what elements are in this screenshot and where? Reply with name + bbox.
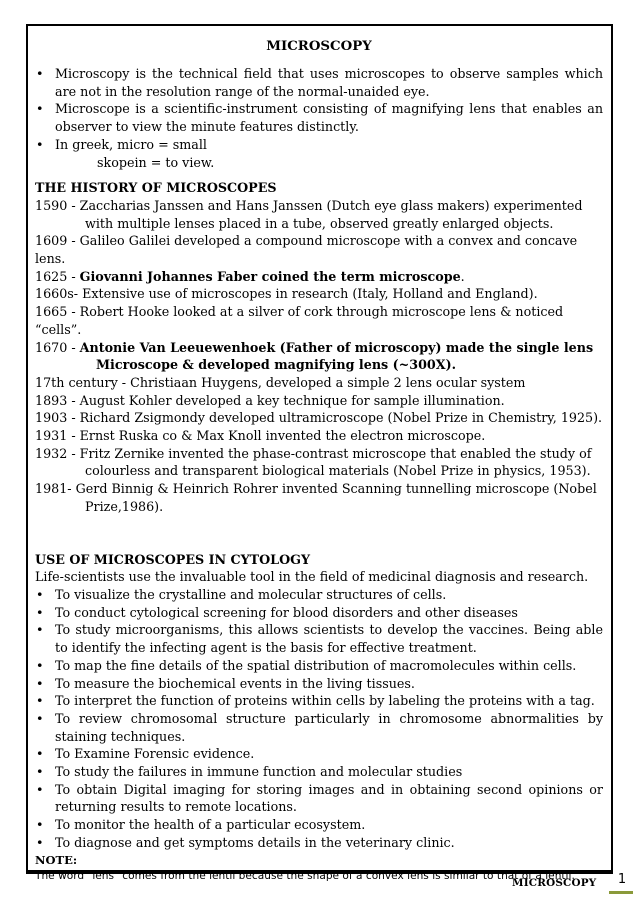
note-text: The word "lens" comes from the lentil because the shape of a convex lens is similar to that of a lentil. <box>35 869 575 882</box>
history-text: Ernst Ruska co & Max Knoll invented the electron microscope. <box>79 428 486 444</box>
page-number-underline <box>609 891 633 894</box>
intro-item: • Microscopy is the technical field that uses microscopes to observe samples which are not in the resolution range of the normal-unaided eye. <box>35 65 603 100</box>
history-year: 1932 - <box>35 445 76 461</box>
uses-item: • To monitor the health of a particular ecosystem. <box>35 816 603 834</box>
history-year: 17th century - <box>35 374 127 390</box>
intro-item: • In greek, micro = small <box>35 136 603 154</box>
history-event-continuation: with multiple lenses placed in a tube, observed greatly enlarged objects. <box>85 215 554 231</box>
page-title: MICROSCOPY <box>266 39 372 54</box>
history-year: 1981- <box>35 481 72 497</box>
intro-item: • Microscope is a scientific-instrument consisting of magnifying lens that enables an observer to view the minute features distinctly. <box>35 100 603 135</box>
history-event <box>35 427 603 445</box>
uses-item: • To obtain Digital imaging for storing images and in obtaining second opinions or returning results to remote locations. <box>35 781 603 816</box>
history-event-continuation: colourless and transparent biological materials (Nobel Prize in physics, 1953). <box>85 463 591 479</box>
history-event <box>35 374 603 392</box>
history-event <box>35 268 603 286</box>
history-year: 1665 - <box>35 304 76 320</box>
history-event <box>35 197 603 215</box>
history-suffix: . <box>460 268 465 284</box>
history-text: August Kohler developed a key technique for sample illumination. <box>79 392 505 408</box>
history-text: Giovanni Johannes Faber coined the term microscope <box>79 268 461 284</box>
note-label: NOTE: <box>35 852 78 867</box>
uses-item: • To measure the biochemical events in the living tissues. <box>35 675 603 693</box>
history-heading: THE HISTORY OF MICROSCOPES <box>35 180 277 196</box>
uses-item: • To interpret the function of proteins within cells by labeling the proteins with a tag. <box>35 692 603 710</box>
uses-list <box>35 586 603 852</box>
history-year: 1609 - <box>35 233 76 249</box>
history-event <box>35 303 603 338</box>
history-list <box>35 197 603 516</box>
history-text: Christiaan Huygens, developed a simple 2 lens ocular system <box>130 374 526 390</box>
history-event <box>35 392 603 410</box>
uses-item: • To study microorganisms, this allows scientists to develop the vaccines. Being able to identify the infecting agent is the basis for effective treatment. <box>35 621 603 656</box>
history-event-continuation: Microscope & developed magnifying lens (~300X). <box>96 357 456 373</box>
history-event <box>35 409 603 427</box>
history-text: Extensive use of microscopes in research (Italy, Holland and England). <box>82 286 538 302</box>
page-frame <box>26 24 613 882</box>
history-event-continuation: Prize,1986). <box>85 498 164 514</box>
history-text: Antonie Van Leeuewenhoek (Father of microscopy) made the single lens <box>79 339 594 355</box>
history-text: Fritz Zernike invented the phase-contrast microscope that enabled the study of <box>79 445 592 461</box>
intro-skopein: skopein = to view. <box>97 154 215 170</box>
history-text: Richard Zsigmondy developed ultramicroscope (Nobel Prize in Chemistry, 1925). <box>79 410 603 426</box>
uses-item: • To Examine Forensic evidence. <box>35 745 603 763</box>
uses-item: • To diagnose and get symptoms details in the veterinary clinic. <box>35 834 603 852</box>
intro-list <box>35 65 603 154</box>
history-year: 1893 - <box>35 392 76 408</box>
history-year: 1903 - <box>35 410 76 426</box>
history-event <box>35 480 603 498</box>
footer-label: MICROSCOPY <box>512 877 597 889</box>
history-year: 1931 - <box>35 428 76 444</box>
history-event <box>35 445 603 463</box>
history-text: Robert Hooke looked at a silver of cork through microscope lens & noticed “cells”. <box>35 304 564 337</box>
uses-intro: Life-scientists use the invaluable tool in the field of medicinal diagnosis and research. <box>35 569 589 585</box>
history-event <box>35 339 603 357</box>
history-text: Galileo Galilei developed a compound microscope with a convex and concave lens. <box>35 233 578 267</box>
history-year: 1590 - <box>35 197 76 213</box>
history-event <box>35 285 603 303</box>
history-event <box>35 232 603 267</box>
uses-item: • To map the fine details of the spatial distribution of macromolecules within cells. <box>35 657 603 675</box>
uses-item: • To visualize the crystalline and molecular structures of cells. <box>35 586 603 604</box>
history-year: 1625 - <box>35 268 76 284</box>
uses-item: • To review chromosomal structure particularly in chromosome abnormalities by staining techniques. <box>35 710 603 745</box>
uses-item: • To study the failures in immune function and molecular studies <box>35 763 603 781</box>
uses-item: • To conduct cytological screening for blood disorders and other diseases <box>35 604 603 622</box>
uses-heading: USE OF MICROSCOPES IN CYTOLOGY <box>35 551 311 567</box>
history-text: Gerd Binnig & Heinrich Rohrer invented Scanning tunnelling microscope (Nobel <box>75 481 597 497</box>
history-text: Zaccharias Janssen and Hans Janssen (Dutch eye glass makers) experimented <box>79 197 583 213</box>
history-year: 1660s- <box>35 286 79 302</box>
history-year: 1670 - <box>35 339 76 355</box>
page-number: 1 <box>617 872 627 887</box>
